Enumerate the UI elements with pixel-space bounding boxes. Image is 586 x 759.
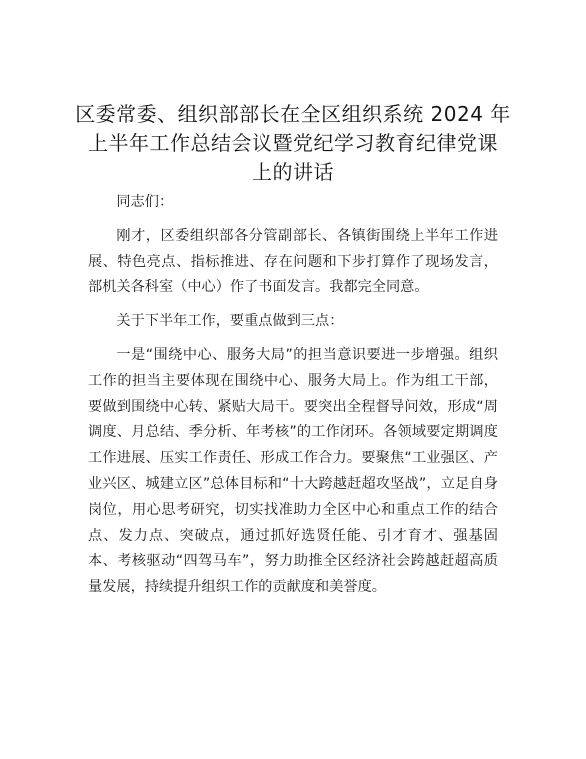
- document-title: [70, 100, 516, 187]
- paragraph-opening: 刚才，区委组织部各分管副部长、各镇街围绕上半年工作进展、特色亮点、指标推进、存在问题和下步打算作了现场发言，部机关各科室（中心）作了书面发言。我都完全同意。: [88, 227, 498, 296]
- salutation: 同志们：: [116, 194, 174, 210]
- paragraph-point-one: 一是“围绕中心、服务大局”的担当意识要进一步增强。组织工作的担当主要体现在围绕中心、服务大局上。作为组工干部，要做到围绕中心转、紧贴大局干。要突出全程督导问效，形成“周调度、月总结、季分析、年考核”的工作闭环。各领域要定期调度工作进展、压实工作责任、形成工作合力。要聚焦“工业强区、产业兴区、城建立区”总体目标和“十大跨越赶超攻坚战”，立足自身岗位，用心思考研究，切实找准助力全区中心和重点工作的结合点、发力点、突破点，通过抓好选贤任能、引才育才、强基固本、考核驱动“四驾马车”，努力助推全区经济社会跨越赶超高质量发展，持续提升组织工作的贡献度和美誉度。: [88, 346, 498, 596]
- paragraph-intro-three-points: 关于下半年工作，要重点做到三点：: [116, 313, 344, 330]
- document-body: [88, 190, 498, 609]
- title-line-2: 上半年工作总结会议暨党纪学习教育纪律党课: [88, 131, 498, 155]
- title-line-3: 上的讲话: [252, 160, 334, 184]
- title-line-1: 区委常委、组织部部长在全区组织系统 2024 年: [75, 102, 511, 126]
